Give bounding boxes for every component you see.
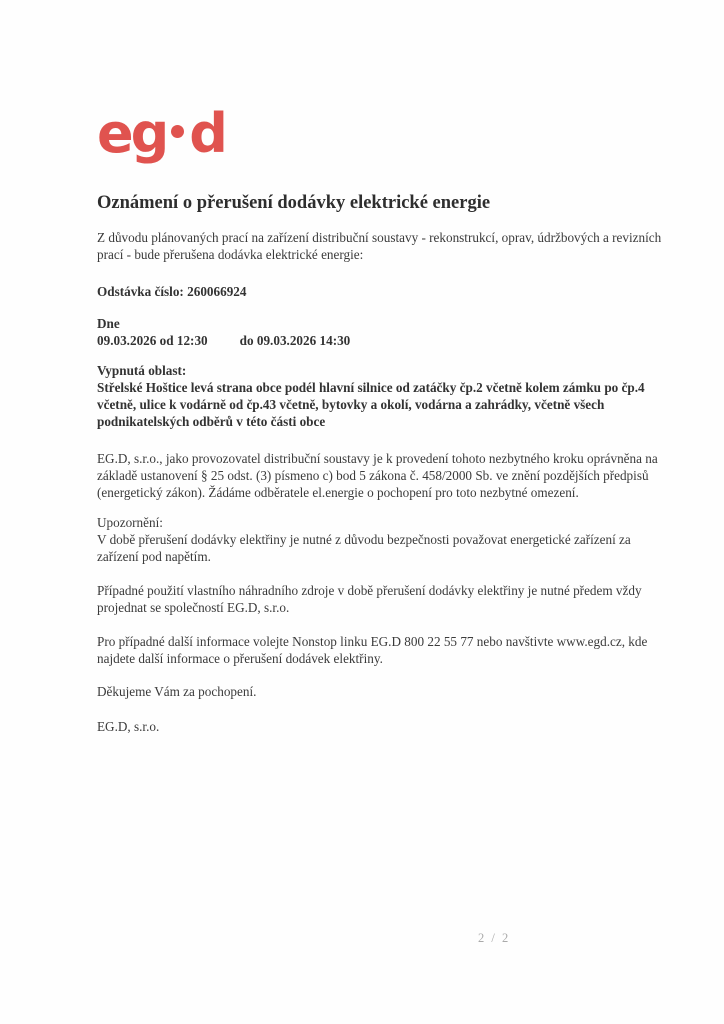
date-label: Dne <box>97 316 120 331</box>
affected-area-text: Střelské Hoštice levá strana obce podél hlavní silnice od zatáčky čp.2 včetně kolem zámku po čp.4 včetně, ulice k vodárně od čp.43 včetně, bytovky a okolí, vodárna a zahrádky, včetně všech podnikatelských odběrů v této části obce <box>97 380 645 429</box>
contact-info-paragraph: Pro případné další informace volejte Nonstop linku EG.D 800 22 55 77 nebo navštivte www.egd.cz, kde najdete další informace o přerušení dodávek elektřiny. <box>97 634 648 666</box>
warning-block <box>97 514 662 565</box>
date-range-line <box>97 332 662 349</box>
warning-text: V době přerušení dodávky elektřiny je nutné z důvodu bezpečnosti považovat energetické zařízení za zařízení pod napětím. <box>97 532 631 564</box>
backup-source-paragraph: Případné použití vlastního náhradního zdroje v době přerušení dodávky elektřiny je nutné předem vždy projednat se společností EG.D, s.r.o. <box>97 583 642 615</box>
affected-area-label: Vypnutá oblast: <box>97 363 187 378</box>
outage-number-value: 260066924 <box>187 284 247 299</box>
legal-paragraph: EG.D, s.r.o., jako provozovatel distribuční soustavy je k provedení tohoto nezbytného kroku oprávněna na základě ustanovení § 25 odst. (3) písmeno c) bod 5 zákona č. 458/2000 Sb. ve znění pozdějších předpisů (energetický zákon). Žádáme odběratele el.energie o pochopení pro toto nezbytné omezení. <box>97 451 658 500</box>
page-number: 2 / 2 <box>478 931 511 945</box>
intro-paragraph: Z důvodu plánovaných prací na zařízení distribuční soustavy - rekonstrukcí, oprav, údržbových a revizních prací - bude přerušena dodávka elektrické energie: <box>97 230 662 262</box>
document-content <box>97 0 662 735</box>
thanks-line: Děkujeme Vám za pochopení. <box>97 684 257 699</box>
egd-logo-dot-icon <box>171 125 184 138</box>
warning-label: Upozornění: <box>97 515 163 530</box>
date-to: do 09.03.2026 14:30 <box>239 333 351 348</box>
date-from: 09.03.2026 od 12:30 <box>97 333 208 348</box>
egd-logo <box>97 103 662 165</box>
egd-logo-d: d <box>189 102 225 165</box>
outage-dates-block <box>97 315 662 349</box>
document-title: Oznámení o přerušení dodávky elektrické energie <box>97 193 491 213</box>
affected-area-block <box>97 362 662 430</box>
egd-logo-eg: eg <box>97 102 167 165</box>
signature-line: EG.D, s.r.o. <box>97 719 160 734</box>
outage-number-line <box>97 283 662 300</box>
outage-number-label: Odstávka číslo: <box>97 284 184 299</box>
